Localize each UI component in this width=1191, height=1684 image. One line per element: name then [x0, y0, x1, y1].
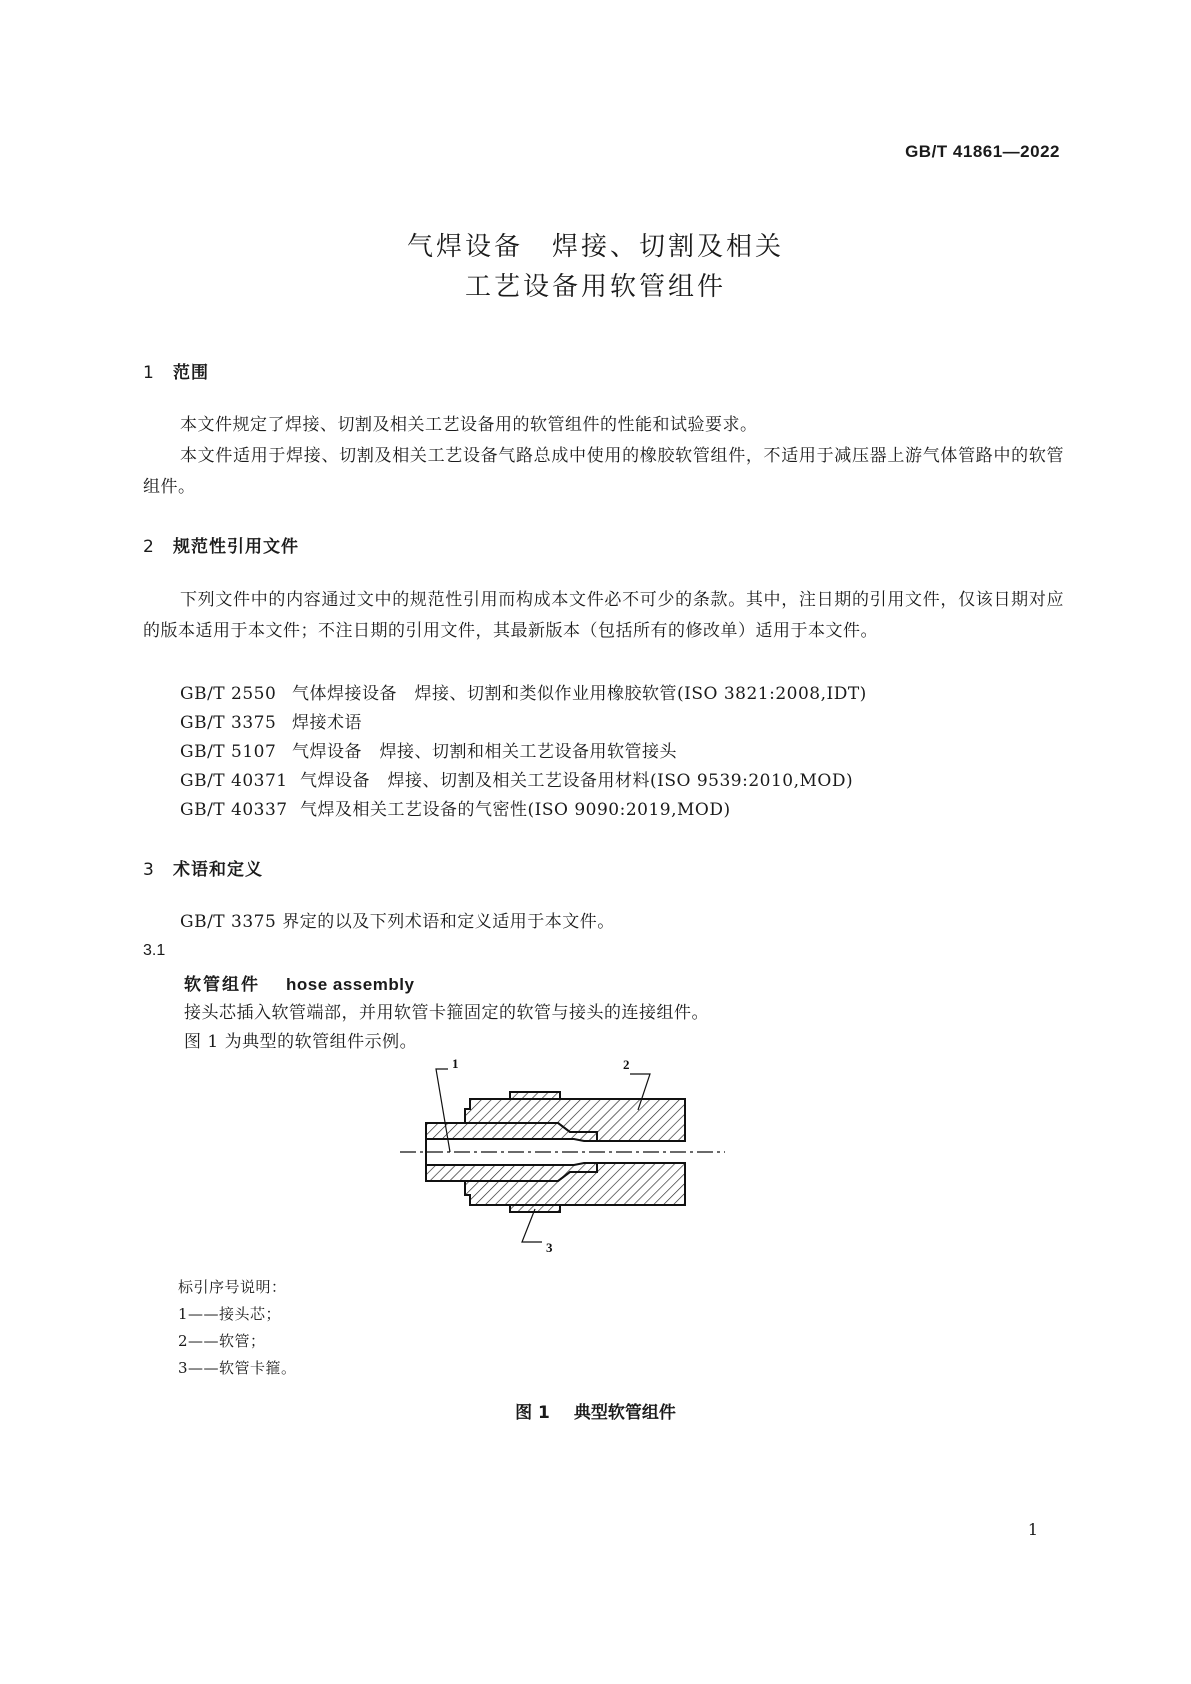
term-definition: 接头芯插入软管端部，并用软管卡箍固定的软管与接头的连接组件。	[184, 1003, 709, 1023]
term-entry	[184, 970, 414, 995]
section-title: 范围	[173, 363, 209, 383]
document-title-line2: 工艺设备用软管组件	[464, 272, 726, 302]
reference-title: 气焊设备 焊接、切割及相关工艺设备用材料(ISO 9539:2010,MOD)	[300, 771, 854, 791]
reference-code: GB/T 40337	[180, 800, 288, 820]
reference-code: GB/T 5107	[180, 742, 277, 762]
reference-item	[180, 766, 853, 791]
reference-item	[180, 795, 731, 820]
section-title: 术语和定义	[173, 860, 263, 880]
section-2-heading	[143, 532, 299, 557]
term-chinese: 软管组件	[184, 975, 260, 995]
reference-code: GB/T 40371	[180, 771, 288, 791]
section-2-para: 下列文件中的内容通过文中的规范性引用而构成本文件必不可少的条款。其中，注日期的引用文件，仅该日期对应的版本适用于本文件；不注日期的引用文件，其最新版本（包括所有的修改单）适用于本文件。	[143, 590, 1064, 641]
figure-caption	[0, 1398, 1191, 1423]
figure-key-item: 1——接头芯；	[178, 1305, 282, 1323]
reference-title: 气焊设备 焊接、切割和相关工艺设备用软管接头	[292, 742, 677, 762]
section-3-para: GB/T 3375 界定的以及下列术语和定义适用于本文件。	[180, 912, 615, 932]
reference-item	[180, 737, 677, 762]
standard-number: GB/T 41861—2022	[905, 142, 1060, 161]
section-1-heading	[143, 358, 209, 383]
reference-code: GB/T 2550	[180, 684, 277, 704]
reference-code: GB/T 3375	[180, 713, 277, 733]
section-title: 规范性引用文件	[173, 537, 299, 557]
section-number: 3	[143, 860, 155, 880]
section-number: 1	[143, 363, 155, 383]
page-number: 1	[1027, 1520, 1038, 1539]
figure-key-title: 标引序号说明：	[178, 1278, 287, 1296]
section-1-para-2: 本文件适用于焊接、切割及相关工艺设备气路总成中使用的橡胶软管组件，不适用于减压器上游气体管路中的软管组件。	[143, 446, 1064, 497]
subclause-number: 3.1	[143, 942, 166, 959]
term-note: 图 1 为典型的软管组件示例。	[184, 1032, 418, 1052]
clamp-upper	[510, 1092, 560, 1099]
figure-caption-label: 图 1	[515, 1403, 550, 1423]
section-3-heading	[143, 855, 263, 880]
figure-key-item: 2——软管；	[178, 1332, 266, 1350]
section-1-para-1: 本文件规定了焊接、切割及相关工艺设备用的软管组件的性能和试验要求。	[180, 415, 758, 435]
hose-assembly-figure	[390, 1052, 740, 1257]
reference-title: 气体焊接设备 焊接、切割和类似作业用橡胶软管(ISO 3821:2008,IDT)	[292, 684, 867, 704]
clamp-lower	[510, 1205, 560, 1212]
reference-title: 焊接术语	[292, 713, 362, 733]
callout-1: 1	[452, 1056, 459, 1071]
section-number: 2	[143, 537, 155, 557]
term-english: hose assembly	[286, 975, 415, 994]
document-title-line1: 气焊设备 焊接、切割及相关	[406, 232, 784, 262]
callout-2: 2	[623, 1057, 630, 1072]
reference-item	[180, 679, 867, 704]
reference-title: 气焊及相关工艺设备的气密性(ISO 9090:2019,MOD)	[300, 800, 731, 820]
figure-caption-text: 典型软管组件	[573, 1403, 676, 1423]
reference-item	[180, 708, 362, 733]
figure-key-item: 3——软管卡箍。	[178, 1359, 297, 1377]
callout-3: 3	[546, 1240, 553, 1255]
